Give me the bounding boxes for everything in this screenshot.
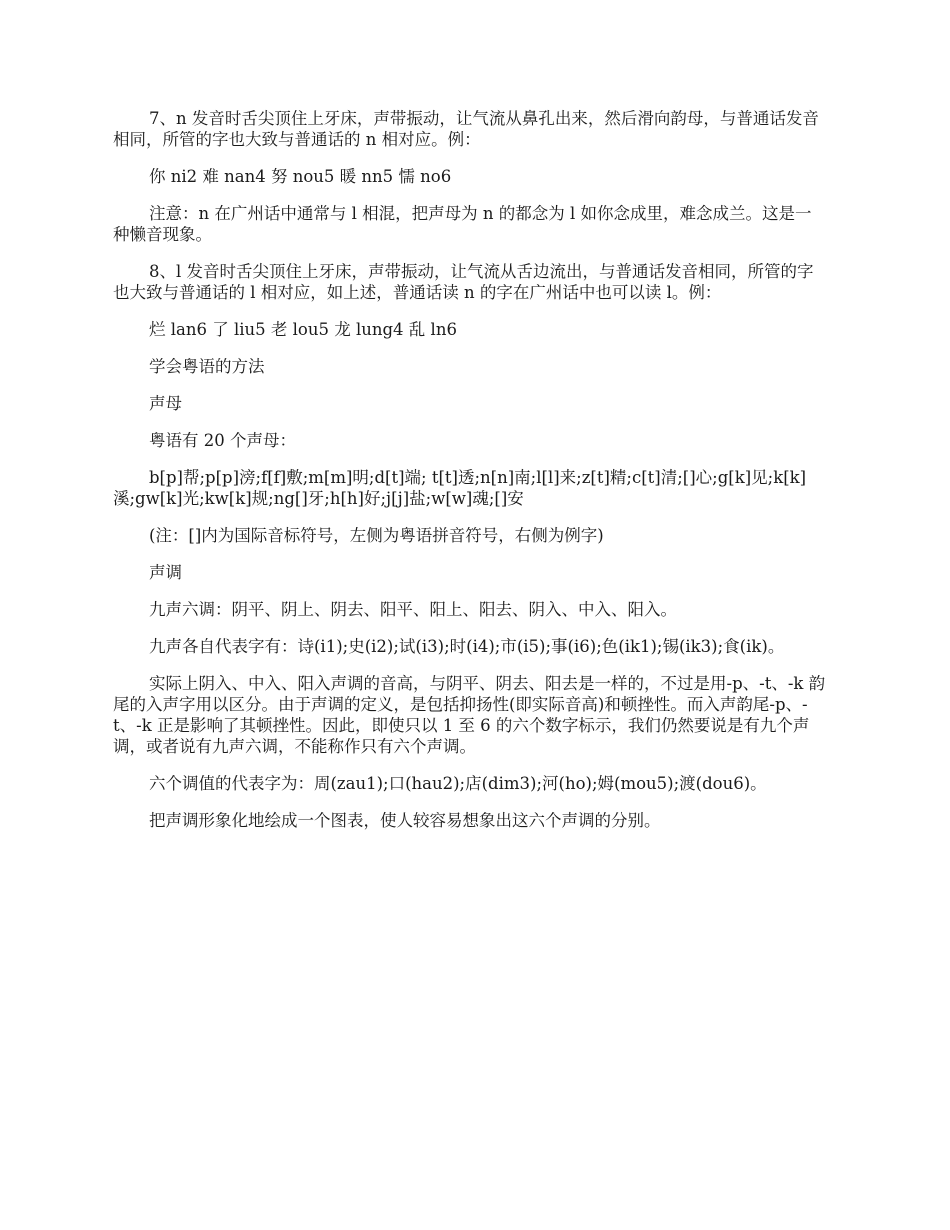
paragraph-l-initial: 8、l 发音时舌尖顶住上牙床，声带振动，让气流从舌边流出，与普通话发音相同，所管的字也大致与普通话的 l 相对应，如上述，普通话读 n 的字在广州话中也可以读 l。例： <box>113 262 814 302</box>
paragraph-initials-count: 粤语有 20 个声母： <box>149 431 296 450</box>
section-heading-tones: 声调 <box>149 563 182 582</box>
section-heading-initials: 声母 <box>149 394 182 413</box>
paragraph-n-initial: 7、n 发音时舌尖顶住上牙床，声带振动，让气流从鼻孔出来，然后滑向韵母，与普通话发音相同，所管的字也大致与普通话的 n 相对应。例： <box>113 109 819 149</box>
paragraph-tone-chart-intro: 把声调形象化地绘成一个图表，使人较容易想象出这六个声调的分别。 <box>149 811 661 830</box>
paragraph-n-examples: 你 ni2 难 nan4 努 nou5 暖 nn5 懦 no6 <box>149 167 452 186</box>
document-body <box>113 108 827 847</box>
paragraph-initials-list: b[p]帮;p[p]滂;f[f]敷;m[m]明;d[t]端; t[t]透;n[n]南;l[l]来;z[t]精;c[t]清;[]心;g[k]见;k[k]溪;gw[k]光;kw[k]规;ng[]牙;h[h]好;j[j]盐;w[w]魂;[]安 <box>113 468 807 508</box>
paragraph-n-note: 注意：n 在广州话中通常与 l 相混，把声母为 n 的都念为 l 如你念成里，难念成兰。这是一种懒音现象。 <box>113 204 812 244</box>
paragraph-nine-tones: 九声六调：阴平、阴上、阴去、阳平、阳上、阳去、阴入、中入、阳入。 <box>149 600 677 619</box>
paragraph-l-examples: 烂 lan6 了 liu5 老 lou5 龙 lung4 乱 ln6 <box>149 320 457 339</box>
paragraph-ipa-note: (注：[]内为国际音标符号，左侧为粤语拼音符号，右侧为例字) <box>149 526 604 545</box>
paragraph-six-tone-chars: 六个调值的代表字为：周(zau1);口(hau2);店(dim3);河(ho);姆(mou5);渡(dou6)。 <box>149 774 767 793</box>
section-heading-method: 学会粤语的方法 <box>149 357 265 376</box>
paragraph-entering-tones: 实际上阴入、中入、阳入声调的音高，与阴平、阴去、阳去是一样的，不过是用-p、-t、-k 韵尾的入声字用以区分。由于声调的定义，是包括抑扬性(即实际音高)和顿挫性。而入声韵尾-p、-t、-k 正是影响了其顿挫性。因此，即使只以 1 至 6 的六个数字标示，我们仍然要说是有九个声调，或者说有九声六调，不能称作只有六个声调。 <box>113 674 826 756</box>
paragraph-tone-examples: 九声各自代表字有：诗(i1);史(i2);试(i3);时(i4);市(i5);事(i6);色(ik1);锡(ik3);食(ik)。 <box>149 637 785 656</box>
